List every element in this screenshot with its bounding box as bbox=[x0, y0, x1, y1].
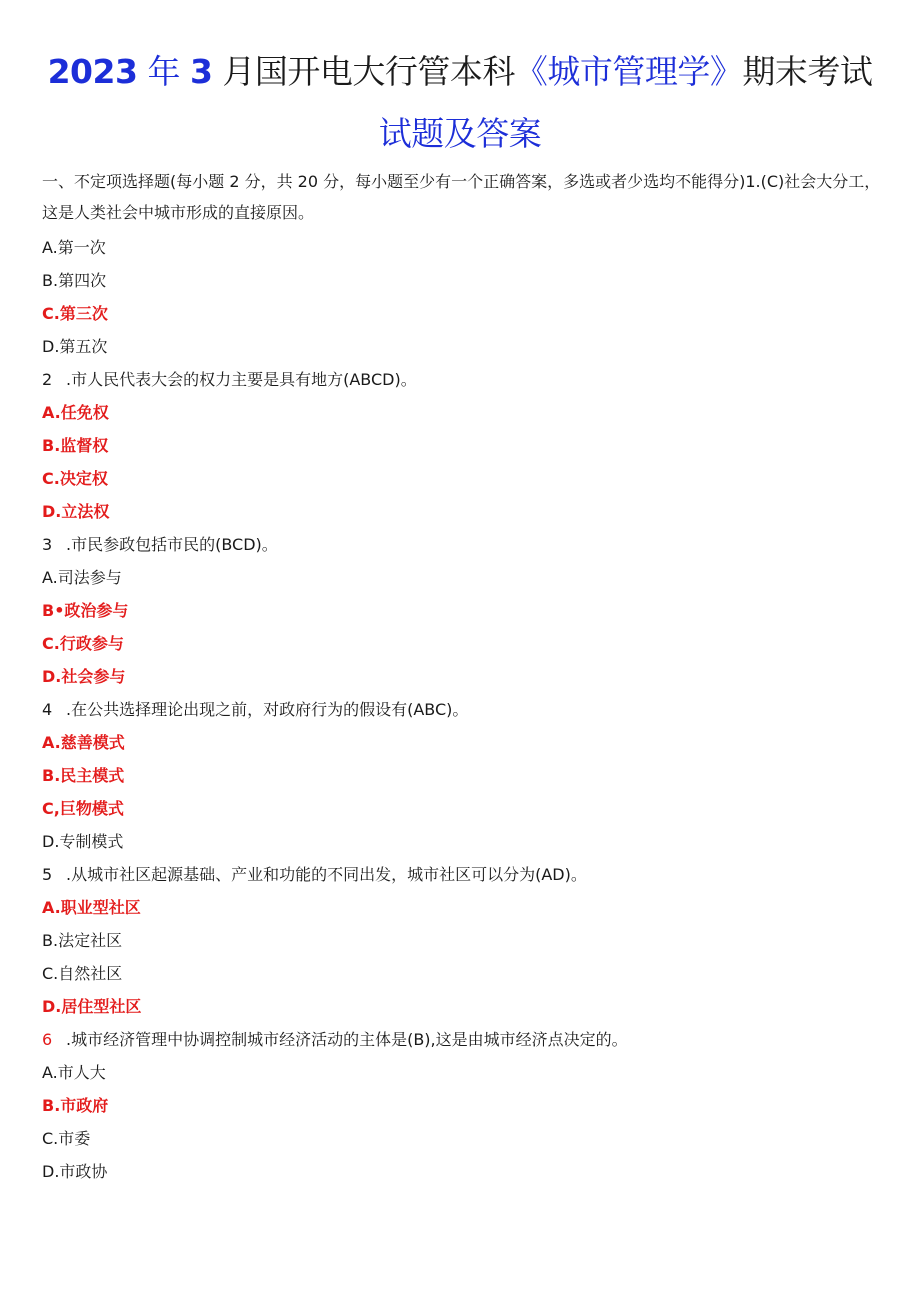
title-month: 3 bbox=[189, 52, 213, 91]
question-text: .从城市社区起源基础、产业和功能的不同出发，城市社区可以分为(AD)。 bbox=[66, 865, 587, 884]
q5-option-c: C.自然社区 bbox=[42, 964, 123, 983]
title-course: 《城市管理学》 bbox=[514, 52, 743, 91]
question-text: .市人民代表大会的权力主要是具有地方(ABCD)。 bbox=[66, 370, 417, 389]
q4-option-d: D.专制模式 bbox=[42, 832, 124, 851]
q6-option-c: C.市委 bbox=[42, 1129, 91, 1148]
question-text: .市民参政包括市民的(BCD)。 bbox=[66, 535, 278, 554]
question-4 bbox=[42, 693, 882, 726]
q5-option-b: B.法定社区 bbox=[42, 931, 123, 950]
q4-option-b-correct: B.民主模式 bbox=[42, 766, 125, 785]
question-6 bbox=[42, 1023, 882, 1056]
question-2 bbox=[42, 363, 882, 396]
q6-option-a: A.市人大 bbox=[42, 1063, 106, 1082]
q5-option-d-correct: D.居住型社区 bbox=[42, 997, 142, 1016]
q2-option-a-correct: A.任免权 bbox=[42, 403, 109, 422]
question-text: .城市经济管理中协调控制城市经济活动的主体是(B),这是由城市经济点决定的。 bbox=[66, 1030, 628, 1049]
section-intro-question-1: 一、不定项选择题(每小题 2 分，共 20 分，每小题至少有一个正确答案，多选或者少选均不能得分)1.(C)社会大分工，这是人类社会中城市形成的直接原因。 bbox=[42, 172, 881, 222]
q4-option-a-correct: A.慈善模式 bbox=[42, 733, 125, 752]
q3-option-b-correct: B•政治参与 bbox=[42, 601, 129, 620]
q2-option-c-correct: C.决定权 bbox=[42, 469, 108, 488]
q1-option-a: A.第一次 bbox=[42, 238, 106, 257]
q3-option-a: A.司法参与 bbox=[42, 568, 122, 587]
q2-option-b-correct: B.监督权 bbox=[42, 436, 109, 455]
title-prefix: 月国开电大行管本科 bbox=[222, 52, 515, 91]
q3-option-d-correct: D.社会参与 bbox=[42, 667, 126, 686]
document-subtitle: 试题及答案 bbox=[378, 114, 542, 153]
q1-option-c-correct: C.第三次 bbox=[42, 304, 108, 323]
question-3 bbox=[42, 528, 882, 561]
q5-option-a-correct: A.职业型社区 bbox=[42, 898, 141, 917]
q6-option-b-correct: B.市政府 bbox=[42, 1096, 109, 1115]
document-title bbox=[0, 52, 920, 92]
question-number: 2 bbox=[42, 370, 53, 389]
q1-option-b: B.第四次 bbox=[42, 271, 107, 290]
title-suffix: 期末考试 bbox=[742, 52, 873, 91]
q3-option-c-correct: C.行政参与 bbox=[42, 634, 124, 653]
question-5 bbox=[42, 858, 882, 891]
q4-option-c-correct: C,巨物模式 bbox=[42, 799, 124, 818]
question-text: .在公共选择理论出现之前，对政府行为的假设有(ABC)。 bbox=[66, 700, 469, 719]
title-year: 2023 bbox=[47, 52, 138, 91]
title-year-suffix: 年 bbox=[147, 52, 180, 91]
q2-option-d-correct: D.立法权 bbox=[42, 502, 110, 521]
q6-option-d: D.市政协 bbox=[42, 1162, 108, 1181]
q1-option-d: D.第五次 bbox=[42, 337, 108, 356]
question-number: 4 bbox=[42, 700, 53, 719]
question-number: 5 bbox=[42, 865, 53, 884]
question-number: 6 bbox=[42, 1030, 53, 1049]
question-number: 3 bbox=[42, 535, 53, 554]
question-list bbox=[42, 166, 882, 1188]
